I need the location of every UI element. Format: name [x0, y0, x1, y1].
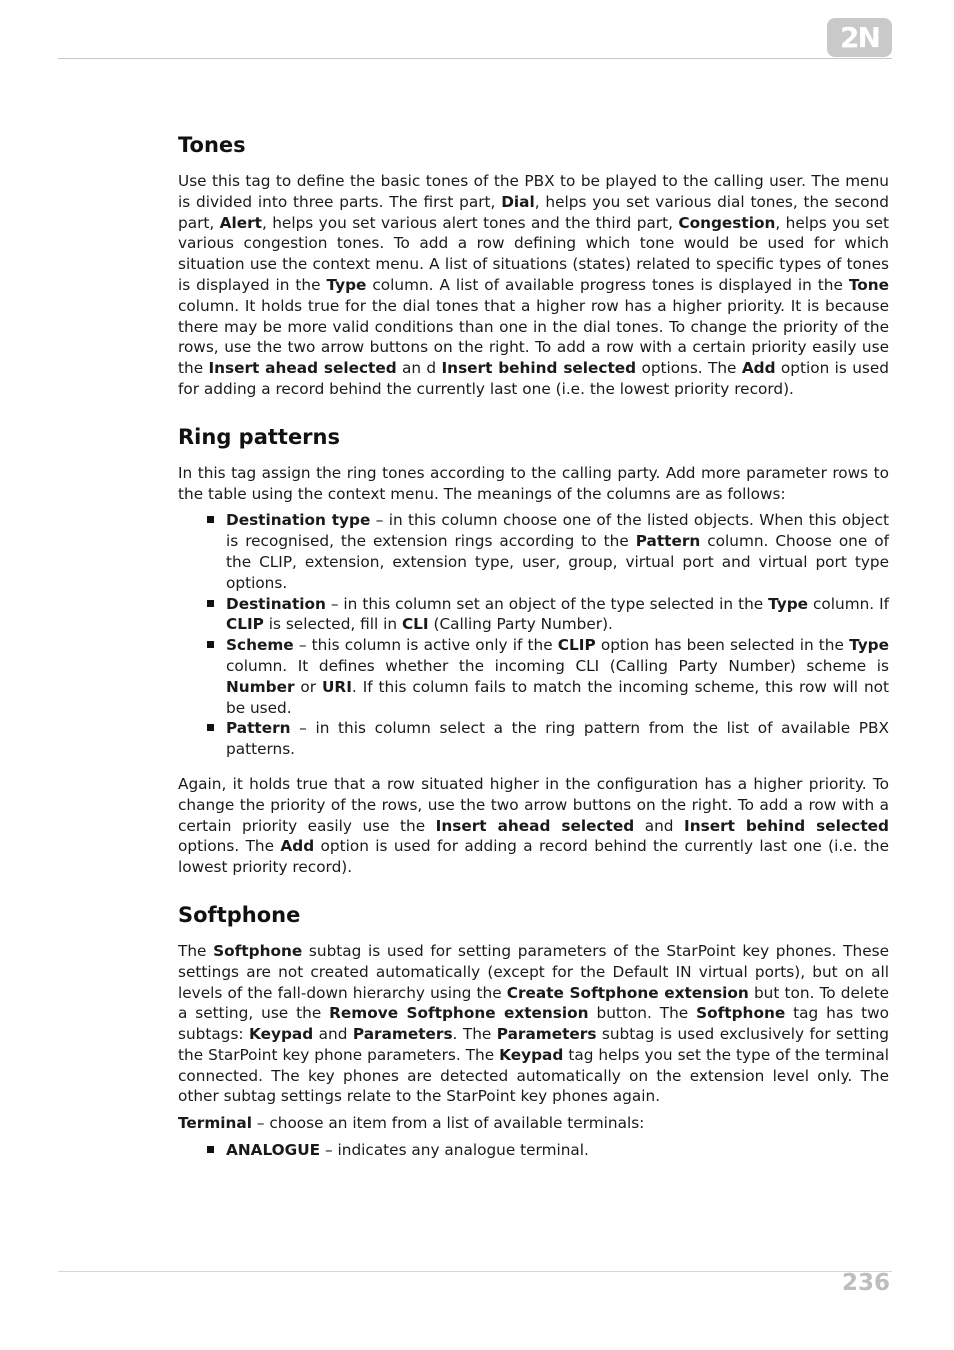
text-run: column. If [808, 594, 889, 613]
footer-rule [58, 1271, 892, 1272]
bold-term: Softphone [696, 1004, 786, 1023]
text-run: tag helps you set the type of the terminal connected. The key phones are detected automatically on the extension level only. The other subtag settings relate to the StarPoint key phones again. [178, 1045, 889, 1106]
bold-term: URI [322, 677, 352, 696]
bold-term: Remove Softphone extension [329, 1004, 589, 1023]
bold-term: CLI [401, 615, 429, 634]
bold-term: Softphone [213, 941, 303, 960]
text-run: but ton. To delete a setting, use the [178, 983, 889, 1023]
bold-term: Pattern [635, 532, 701, 551]
text-run: subtag is used for setting parameters of the StarPoint key phones. These settings are not created automatically (except for the Default IN virtual ports), but on all levels of the fall-down hierarchy using the [178, 941, 889, 1002]
bold-term: Insert behind selected [441, 359, 637, 378]
bold-term: Pattern [226, 719, 291, 738]
header-rule [58, 58, 892, 59]
heading-tones: Tones [178, 133, 246, 157]
text-run: option is used for adding a record behind the currently last one (i.e. the lowest priority record). [178, 359, 889, 398]
text-run: In this tag assign the ring tones according to the calling party. Add more parameter rows to the table using the context menu. The meanings of the columns are as follows: [178, 463, 889, 503]
list-item [226, 718, 889, 760]
bold-term: Type [849, 636, 889, 655]
bold-term: Parameters [352, 1025, 453, 1044]
paragraph-ring-intro [178, 463, 889, 505]
text-run: – indicates any analogue terminal. [320, 1141, 589, 1160]
bold-term: Dial [501, 192, 535, 211]
text-run: – in this column choose one of the listed objects. When this object is recognised, the extension rings according to the [226, 511, 889, 551]
brand-logo [827, 18, 892, 57]
bold-term: Terminal [178, 1114, 252, 1133]
bold-term: CLIP [557, 636, 596, 655]
bold-term: Keypad [499, 1045, 564, 1064]
bold-term: Keypad [249, 1025, 314, 1044]
paragraph-tones [178, 171, 889, 400]
text-run: subtag is used exclusively for setting the StarPoint key phone parameters. The [178, 1025, 889, 1064]
list-item [226, 594, 889, 636]
text-run: column. Choose one of the CLIP, extension, extension type, user, group, virtual port and virtual port type options. [226, 532, 889, 592]
list-item [226, 635, 889, 718]
text-run: options. The [178, 837, 281, 856]
bold-term: Create Softphone extension [506, 983, 749, 1002]
text-run: column. A list of available progress tones is displayed in the [366, 275, 849, 294]
text-run: – in this column select a the ring pattern from the list of available PBX patterns. [226, 719, 889, 759]
bold-term: Type [768, 594, 809, 613]
bold-term: Add [280, 837, 315, 856]
bold-term: CLIP [226, 615, 264, 634]
terminal-list [178, 1140, 889, 1161]
bold-term: Parameters [496, 1025, 597, 1044]
bold-term: Number [226, 677, 295, 696]
text-run: option is used for adding a record behind the currently last one (i.e. the lowest priority record). [178, 837, 889, 877]
text-run: an d [396, 359, 442, 378]
bold-term: Type [326, 275, 367, 294]
bold-term: Tone [848, 275, 889, 294]
ring-columns-list [178, 510, 889, 760]
paragraph-terminal [178, 1113, 889, 1134]
text-run: – this column is active only if the [293, 636, 558, 655]
text-run: Use this tag to define the basic tones of the PBX to be played to the calling user. The menu is divided into three parts. The first part, [178, 172, 889, 211]
text-run: options. The [636, 359, 742, 378]
bold-term: Add [741, 359, 776, 378]
bold-term: Insert behind selected [684, 816, 889, 835]
bold-term: Congestion [678, 213, 776, 232]
list-item [226, 1140, 889, 1161]
text-run: column. It holds true for the dial tones that a higher row has a higher priority. It is because there may be more valid conditions than one in the dial tones. To change the priority of the rows, use the two arrow buttons on the right. To add a row with a certain priority easily use the [178, 296, 889, 378]
text-run: Again, it holds true that a row situated higher in the configuration has a higher priority. To change the priority of the rows, use the two arrow buttons on the right. To add a row with a certain priority easily use the [178, 774, 889, 835]
text-run: tag has two subtags: [178, 1004, 889, 1044]
text-run: and [313, 1025, 353, 1044]
text-run: – in this column set an object of the type selected in the [325, 594, 769, 613]
section-tones [178, 128, 889, 400]
text-run: , helps you set various congestion tones. To add a row defining which tone would be used for which situation use the context menu. A list of situations (states) related to specific types of tones is displayed in the [178, 213, 889, 294]
text-run: or [294, 677, 323, 696]
text-run: , helps you set various alert tones and the third part, [261, 213, 679, 232]
bold-term: ANALOGUE [226, 1141, 321, 1160]
list-item [226, 510, 889, 593]
text-run: and [634, 816, 685, 835]
bold-term: Insert ahead selected [208, 359, 397, 378]
text-run: column. It defines whether the incoming CLI (Calling Party Number) scheme is [226, 656, 889, 675]
bold-term: Scheme [226, 636, 294, 655]
paragraph-softphone [178, 941, 889, 1107]
heading-softphone: Softphone [178, 902, 301, 927]
section-ring-patterns [178, 420, 889, 878]
text-run: option has been selected in the [595, 636, 850, 655]
page-number: 236 [841, 1270, 890, 1296]
bold-term: Destination type [226, 511, 371, 530]
text-run: (Calling Party Number). [428, 615, 613, 634]
text-run: button. The [588, 1004, 697, 1023]
text-run: – choose an item from a list of available terminals: [251, 1114, 645, 1133]
text-run: . If this column fails to match the incoming scheme, this row will not be used. [226, 677, 890, 717]
bold-term: Insert ahead selected [435, 816, 635, 835]
text-run: is selected, fill in [263, 615, 402, 634]
text-run: . The [452, 1025, 497, 1044]
page-content [178, 128, 889, 1181]
text-run: , helps you set various dial tones, the second part, [178, 192, 889, 232]
paragraph-ring-outro [178, 774, 889, 878]
section-softphone [178, 898, 889, 1161]
logo-text: 2N [840, 21, 879, 54]
text-run: The [178, 941, 214, 960]
heading-ring-patterns: Ring patterns [178, 424, 340, 449]
bold-term: Alert [219, 213, 262, 232]
bold-term: Destination [226, 594, 326, 613]
